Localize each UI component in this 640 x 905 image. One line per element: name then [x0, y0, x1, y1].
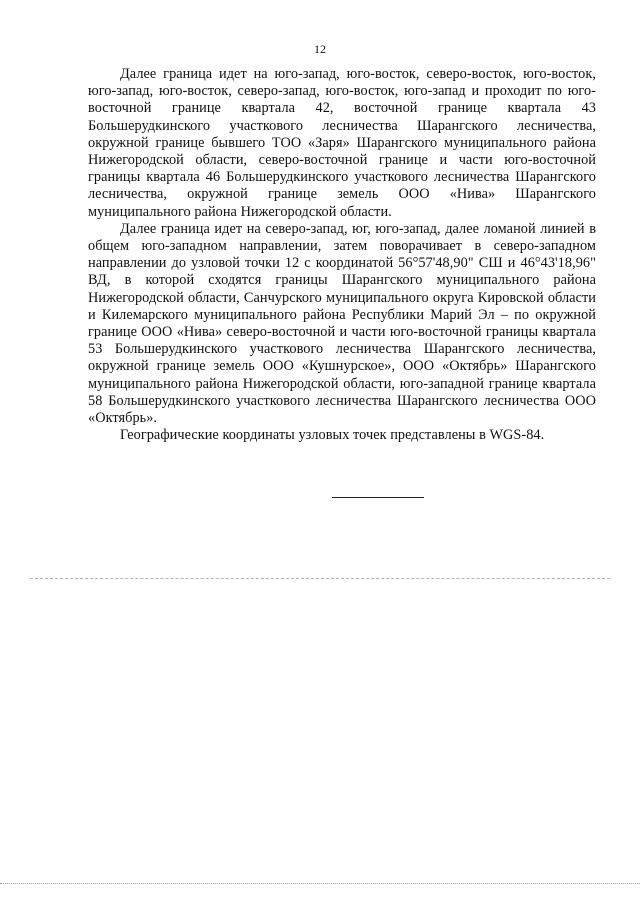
scan-artifact-line [30, 578, 610, 579]
paragraph-boundary-northwest: Далее граница идет на северо-запад, юг, юго-запад, далее ломаной линией в общем юго-западном направлении, затем поворачивает в северо-западном направлении до узловой точки 12 с координатой 56°57'48,90" СШ и 46°43'18,96" ВД, в которой сходятся границы Шарангского муниципального района Нижегородской области, Санчурского муниципального округа Кировской области и Килемарского муниципального района Республики Марий Эл – по окружной границе ООО «Нива» северо-восточной и части юго-восточной границы квартала 53 Большерудкинского участкового лесничества Шарангского лесничества, окружной границе земель ООО «Кушнурское», ООО «Октябрь» Шарангского муниципального района Нижегородской области, юго-западной границе квартала 58 Большерудкинского участкового лесничества Шарангского лесничества ООО «Октябрь». [88, 220, 596, 427]
paragraph-boundary-southwest: Далее граница идет на юго-запад, юго-восток, северо-восток, юго-восток, юго-запад, юго-восток, северо-запад, юго-восток, юго-запад и проходит по юго-восточной границе квартала 42, восточной границе квартала 43 Большерудкинского участкового лесничества Шарангского лесничества, окружной границе бывшего ТОО «Заря» Шарангского муниципального района Нижегородской области, северо-восточной границе и части юго-восточной границы квартала 46 Большерудкинского участкового лесничества Шарангского лесничества, окружной границе земель ООО «Нива» Шарангского муниципального района Нижегородской области. [88, 66, 596, 220]
page-number: 12 [314, 42, 326, 56]
end-divider-line [332, 497, 424, 498]
scan-artifact-bottom-line [0, 883, 640, 884]
paragraph-coordinates-note: Географические координаты узловых точек представлены в WGS-84. [120, 427, 545, 444]
document-body [88, 66, 596, 444]
